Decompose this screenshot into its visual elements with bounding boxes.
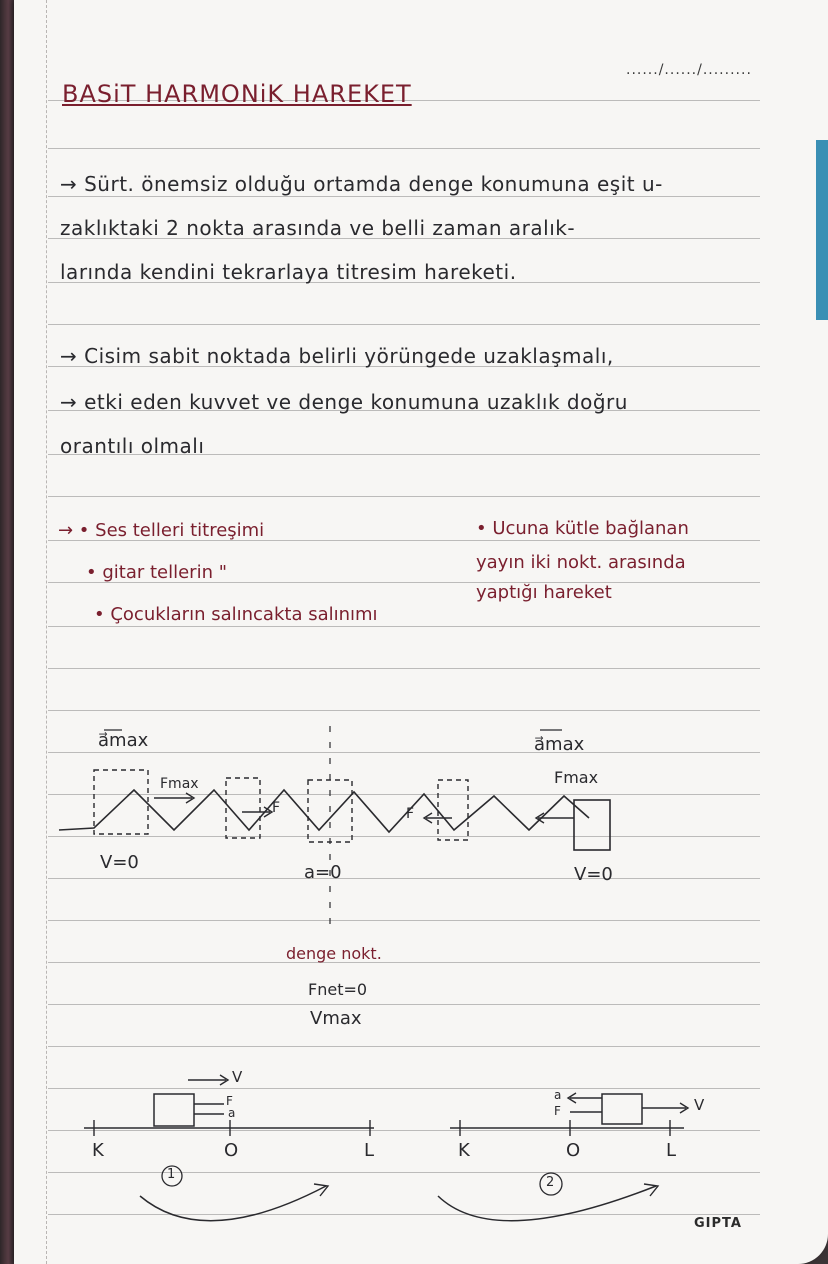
definition-line-3: larında kendini tekrarlaya titresim hareketi.: [60, 260, 517, 284]
spring-diagram: [14, 0, 828, 1264]
label-right-f: F: [406, 806, 415, 822]
axis2-label-o: O: [566, 1140, 581, 1161]
date-placeholder: ....../....../.........: [626, 62, 752, 78]
label-left-force: Fmax: [160, 776, 199, 792]
axis2-label-force: F: [554, 1104, 561, 1118]
condition-line-1: → Cisim sabit noktada belirli yörüngede uzaklaşmalı,: [60, 344, 614, 368]
label-equilibrium: denge nokt.: [286, 944, 382, 963]
label-right-force: Fmax: [554, 768, 599, 787]
axis2-label-velocity: V: [694, 1096, 705, 1114]
axis2-motion-curve: [438, 1186, 656, 1221]
label-left-velocity: V=0: [100, 852, 139, 873]
label-net-force: Fnet=0: [308, 980, 368, 999]
label-middle-accel: a=0: [304, 862, 342, 883]
example-left-2: • gitar tellerin ": [86, 562, 227, 583]
axis1-label-force: F: [226, 1094, 233, 1108]
axis1-label-accel: a: [228, 1106, 236, 1120]
example-right-2: yayın iki nokt. arasında: [476, 552, 686, 573]
definition-line-1: → Sürt. önemsiz olduğu ortamda denge konumuna eşit u-: [60, 172, 663, 196]
example-left-3: • Çocukların salıncakta salınımı: [94, 604, 378, 625]
notebook-binding: [0, 0, 14, 1264]
axis1-block: [154, 1094, 194, 1126]
axis2-label-k: K: [458, 1140, 470, 1161]
axis1-label-velocity: V: [232, 1068, 243, 1086]
example-right-1: • Ucuna kütle bağlanan: [476, 518, 689, 539]
label-right-velocity: V=0: [574, 864, 613, 885]
label-middle-f: F: [272, 800, 281, 816]
brand-logo-text: GIPTA: [694, 1216, 742, 1231]
example-left-1: → • Ses telleri titreşimi: [58, 520, 265, 541]
axis1-label-o: O: [224, 1140, 239, 1161]
label-right-accel: a⃗max: [534, 734, 585, 755]
axis2-block: [602, 1094, 642, 1124]
definition-line-2: zaklıktaki 2 nokta arasında ve belli zaman aralık-: [60, 216, 576, 240]
axis2-number: 2: [546, 1175, 555, 1190]
page-title: BASiT HARMONiK HAREKET: [62, 80, 412, 108]
condition-line-3: orantılı olmalı: [60, 434, 205, 458]
axis1-motion-arrowhead: [314, 1184, 328, 1196]
axis1-label-k: K: [92, 1140, 104, 1161]
axis1-motion-curve: [140, 1186, 326, 1221]
notebook-page: [14, 0, 828, 1264]
label-vmax: Vmax: [310, 1008, 362, 1029]
axis1-number: 1: [167, 1167, 176, 1182]
axis2-label-l: L: [666, 1140, 677, 1161]
mass-ghost-2: [226, 778, 260, 838]
axis1-label-l: L: [364, 1140, 375, 1161]
label-left-accel: a⃗max: [98, 730, 149, 751]
axis2-label-accel: a: [554, 1088, 562, 1102]
mass-block-right: [574, 800, 610, 850]
spring-zigzag: [59, 790, 589, 832]
mass-ghost-4: [438, 780, 468, 840]
example-right-3: yaptığı hareket: [476, 582, 612, 603]
condition-line-2: → etki eden kuvvet ve denge konumuna uzaklık doğru: [60, 390, 628, 414]
